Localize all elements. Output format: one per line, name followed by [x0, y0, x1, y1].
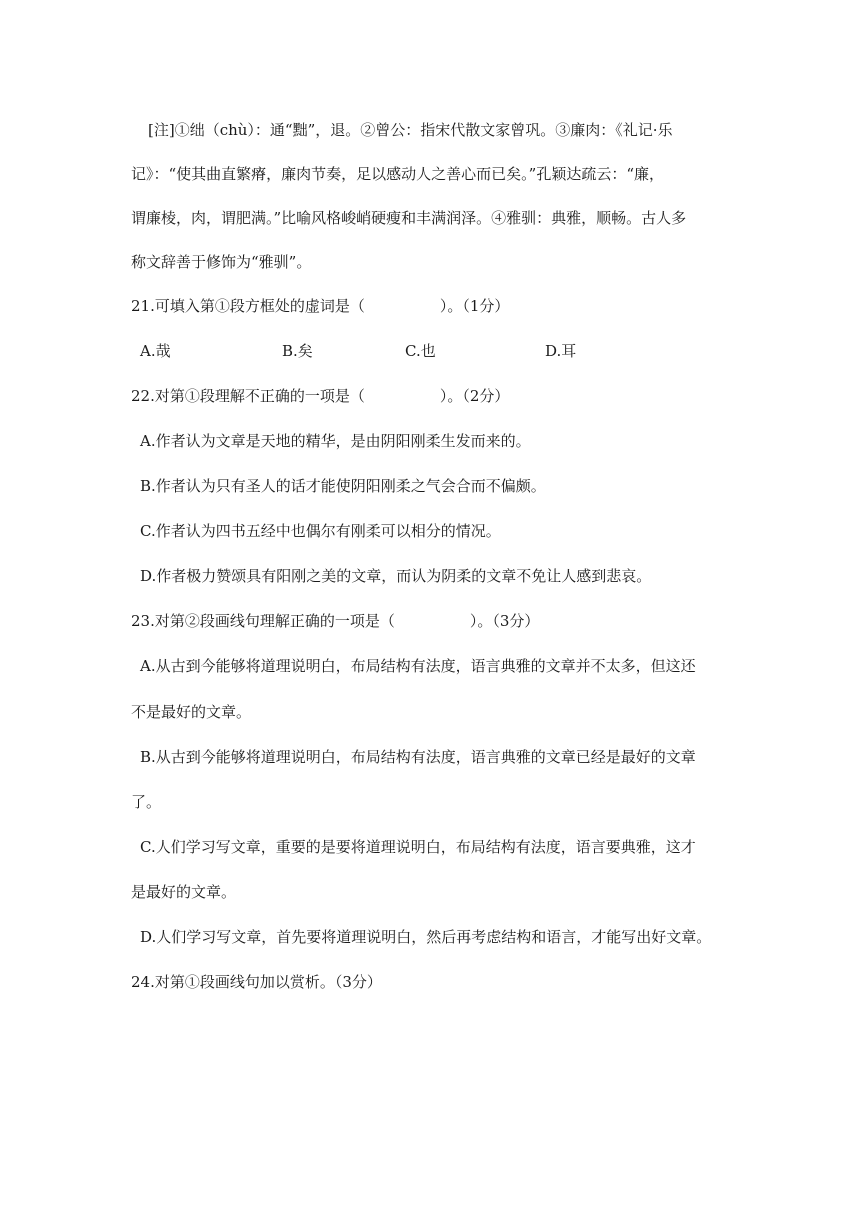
question-22-option-b: B.作者认为只有圣人的话才能使阴阳刚柔之气会合而不偏颇。: [140, 477, 546, 495]
question-21-option-d: D.耳: [545, 342, 577, 360]
question-21-option-c: C.也: [405, 342, 436, 360]
question-24-stem: 24.对第①段画线句加以赏析。（3分）: [131, 973, 382, 991]
question-23-stem: 23.对第②段画线句理解正确的一项是（ ）。（3分）: [131, 612, 540, 630]
note-line-2: 记》：“使其曲直繁瘠，廉肉节奏，足以感动人之善心而已矣。”孔颖达疏云：“廉，: [131, 165, 665, 183]
question-21-option-b: B.矣: [282, 342, 313, 360]
question-23-option-c: C.人们学习写文章，重要的是要将道理说明白，布局结构有法度，语言要典雅，这才: [140, 838, 696, 856]
note-line-4: 称文辞善于修饰为“雅驯”。: [131, 253, 312, 271]
question-22-option-c: C.作者认为四书五经中也偶尔有刚柔可以相分的情况。: [140, 522, 501, 540]
question-23-option-d: D.人们学习写文章，首先要将道理说明白，然后再考虑结构和语言，才能写出好文章。: [140, 928, 712, 946]
question-21-stem: 21.可填入第①段方框处的虚词是（ ）。（1分）: [131, 297, 510, 315]
note-line-3: 谓廉棱，肉，谓肥满。”比喻风格峻峭硬瘦和丰满润泽。④雅驯：典雅，顺畅。古人多: [131, 209, 687, 227]
question-21-option-a: A.哉: [140, 342, 171, 360]
note-line-1: [注]①绌（chù）：通“黜”，退。②曾公：指宋代散文家曾巩。③廉肉：《礼记·乐: [148, 121, 673, 139]
question-23-option-b-cont: 了。: [131, 793, 162, 811]
question-22-stem: 22.对第①段理解不正确的一项是（ ）。（2分）: [131, 387, 510, 405]
question-23-option-a-cont: 不是最好的文章。: [131, 703, 252, 721]
question-22-option-a: A.作者认为文章是天地的精华，是由阴阳刚柔生发而来的。: [140, 432, 531, 450]
question-22-option-d: D.作者极力赞颂具有阳刚之美的文章，而认为阴柔的文章不免让人感到悲哀。: [140, 567, 652, 585]
question-23-option-c-cont: 是最好的文章。: [131, 883, 237, 901]
question-23-option-a: A.从古到今能够将道理说明白，布局结构有法度，语言典雅的文章并不太多，但这还: [140, 657, 696, 675]
question-23-option-b: B.从古到今能够将道理说明白，布局结构有法度，语言典雅的文章已经是最好的文章: [140, 748, 696, 766]
